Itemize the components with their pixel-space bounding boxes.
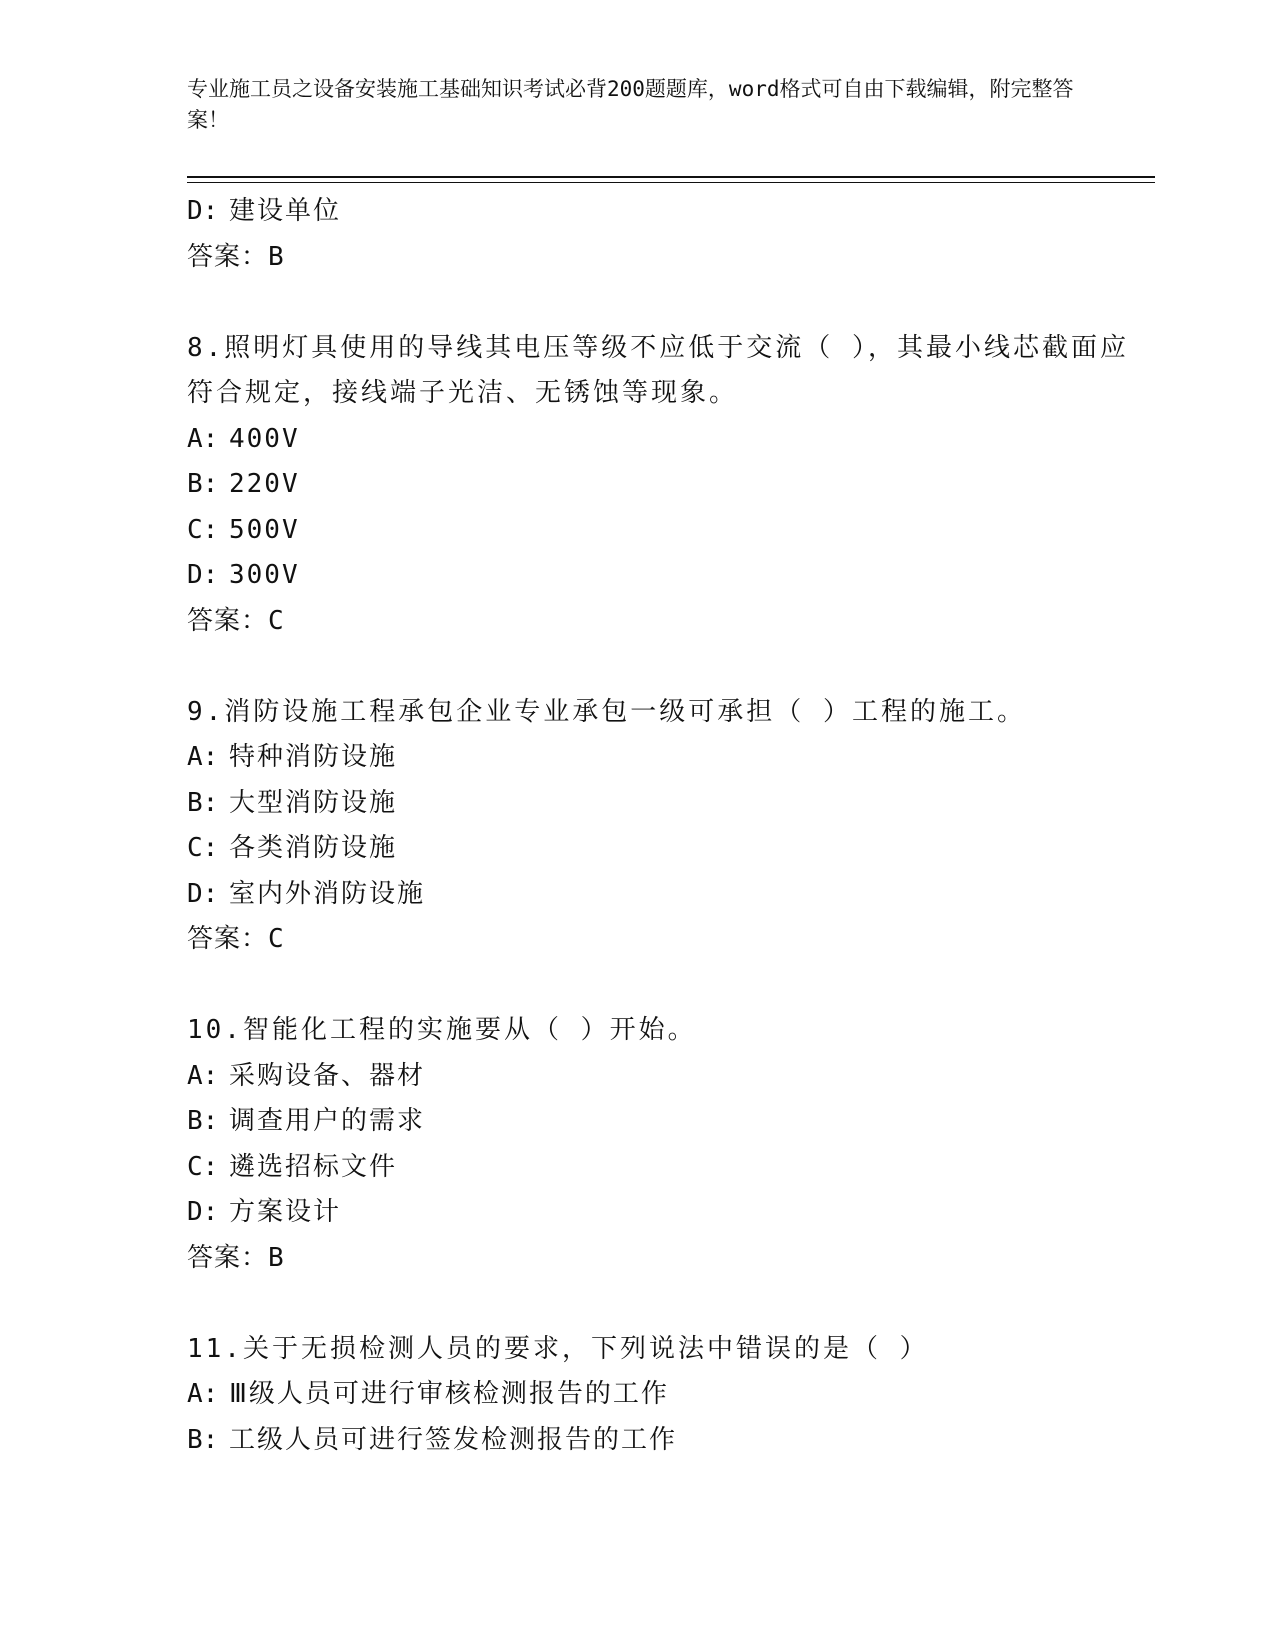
option-letter: B:: [187, 469, 219, 499]
header-rule-thick: [187, 176, 1155, 178]
option-d: [187, 189, 1147, 235]
page-header-title: 专业施工员之设备安装施工基础知识考试必背200题题库，word格式可自由下载编辑，附完整答案！: [187, 77, 1074, 132]
option-text: 各类消防设施: [229, 833, 398, 863]
option-d: [187, 872, 1147, 918]
option-letter: B:: [187, 1106, 219, 1136]
option-a: [187, 1054, 1147, 1100]
option-letter: A:: [187, 1060, 219, 1091]
option-text: 220V: [229, 469, 300, 499]
option-letter: C:: [187, 514, 219, 545]
option-text: 方案设计: [229, 1197, 342, 1227]
option-text: 工级人员可进行签发检测报告的工作: [229, 1424, 678, 1455]
option-text: Ⅲ级人员可进行审核检测报告的工作: [229, 1379, 669, 1409]
option-text: 建设单位: [229, 196, 342, 226]
spacer: [187, 644, 1147, 690]
option-letter: D:: [187, 1197, 219, 1227]
option-letter: C:: [187, 1151, 219, 1182]
answer-line: 答案：C: [187, 605, 285, 636]
option-letter: D:: [187, 560, 219, 590]
question-10: 10.智能化工程的实施要从（ ）开始。: [187, 1015, 697, 1045]
option-c: [187, 826, 1147, 872]
option-text: 室内外消防设施: [229, 878, 426, 909]
question-11: 11.关于无损检测人员的要求，下列说法中错误的是（ ）: [187, 1333, 929, 1364]
option-letter: B:: [187, 787, 219, 818]
option-text: 采购设备、器材: [229, 1060, 426, 1091]
option-text: 调查用户的需求: [229, 1106, 426, 1136]
option-text: 特种消防设施: [229, 742, 398, 772]
option-text: 300V: [229, 560, 300, 590]
question-9: 9.消防设施工程承包企业专业承包一级可承担（ ）工程的施工。: [187, 696, 1026, 727]
question-8: 8.照明灯具使用的导线其电压等级不应低于交流（ ），其最小线芯截面应符合规定，接线端子光洁、无锈蚀等现象。: [187, 332, 1129, 408]
option-letter: A:: [187, 742, 219, 772]
option-text: 400V: [229, 423, 300, 454]
option-letter: D:: [187, 196, 219, 226]
option-d: [187, 553, 1147, 599]
option-letter: D:: [187, 878, 219, 909]
option-a: [187, 735, 1147, 781]
answer-line: 答案：B: [187, 1242, 285, 1273]
option-letter: B:: [187, 1424, 219, 1455]
document-content: [187, 189, 1147, 1463]
answer-line: 答案：C: [187, 924, 285, 954]
option-b: [187, 1099, 1147, 1145]
header-rule-thin: [187, 182, 1155, 183]
option-b: [187, 462, 1147, 508]
option-b: [187, 1418, 1147, 1464]
spacer: [187, 963, 1147, 1009]
option-c: [187, 1145, 1147, 1191]
option-letter: A:: [187, 1379, 219, 1409]
option-a: [187, 417, 1147, 463]
spacer: [187, 280, 1147, 326]
option-text: 遴选招标文件: [229, 1151, 398, 1182]
option-letter: A:: [187, 423, 219, 454]
answer-line: 答案：B: [187, 241, 285, 272]
option-c: [187, 508, 1147, 554]
option-letter: C:: [187, 833, 219, 863]
option-text: 大型消防设施: [229, 787, 398, 818]
option-d: [187, 1190, 1147, 1236]
spacer: [187, 1281, 1147, 1327]
option-text: 500V: [229, 514, 300, 545]
option-a: [187, 1372, 1147, 1418]
option-b: [187, 781, 1147, 827]
